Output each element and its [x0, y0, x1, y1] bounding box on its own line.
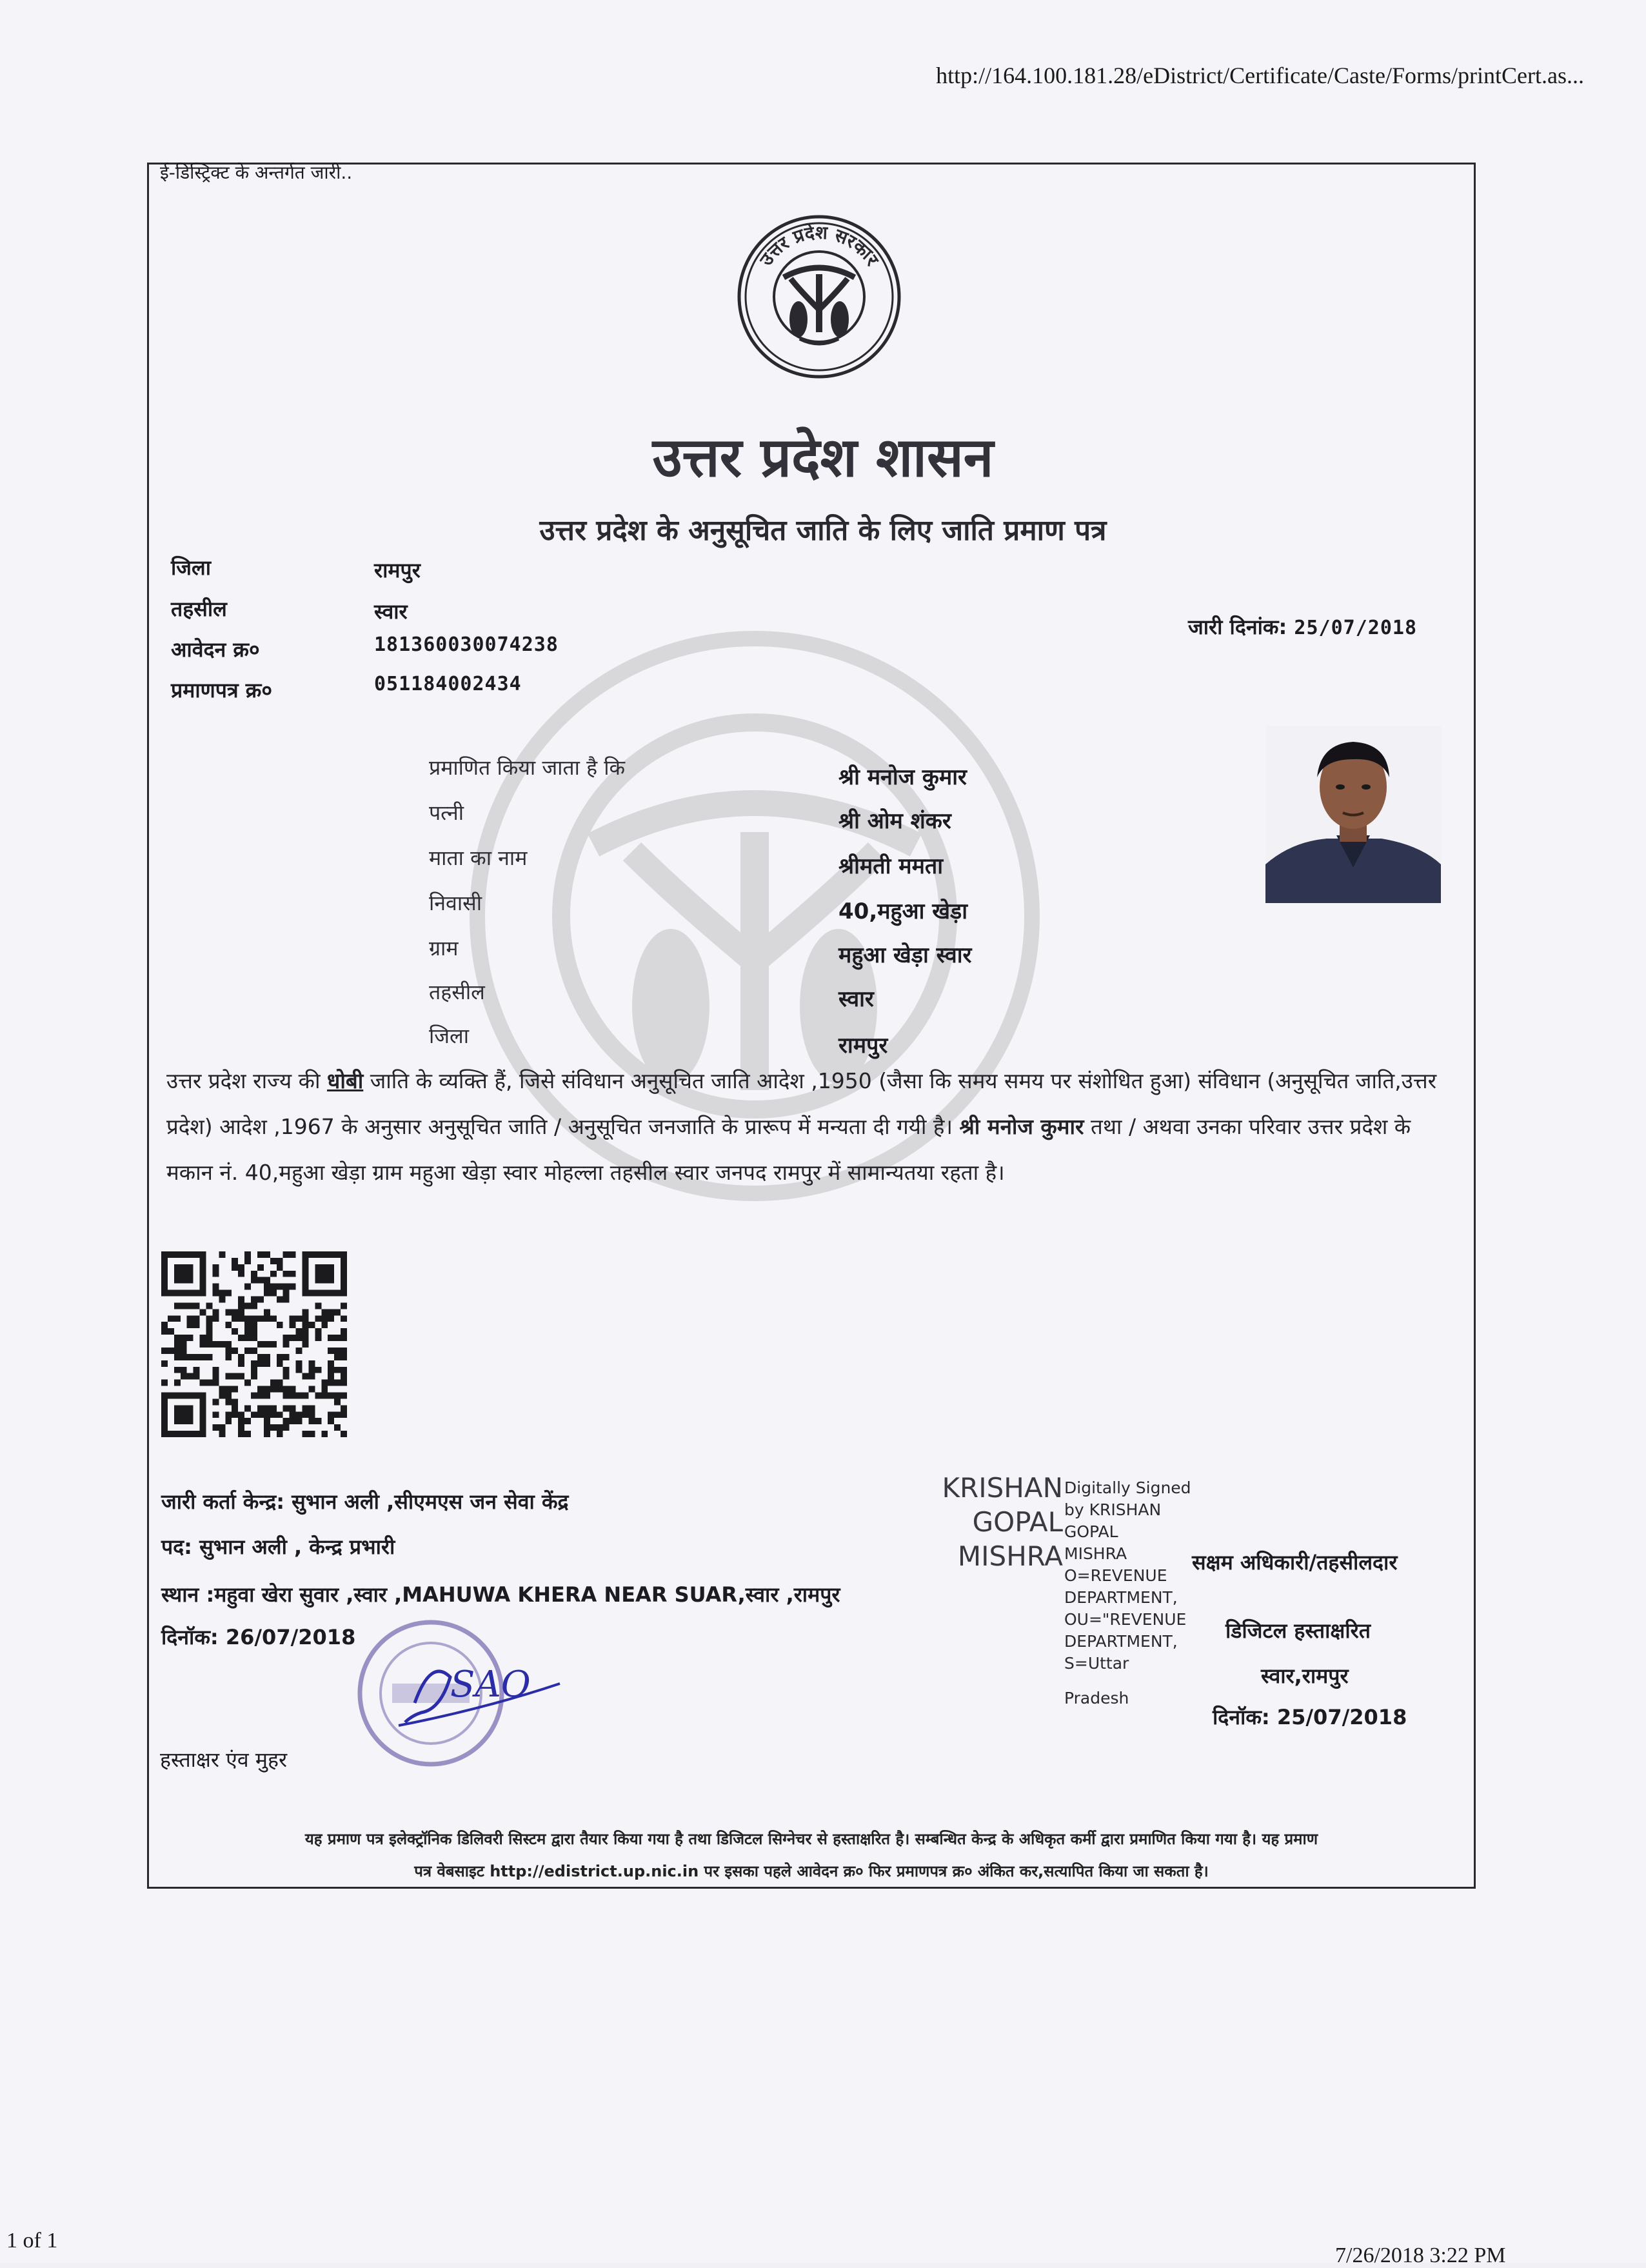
sig-note-line-4: MISHRA — [1064, 1544, 1127, 1563]
certificate-statement — [166, 1058, 1463, 1195]
sig-note-line-1: Digitally Signed — [1064, 1478, 1191, 1497]
competent-authority: सक्षम अधिकारी/तहसीलदार — [1192, 1550, 1398, 1575]
sig-note-line-11: Pradesh — [1064, 1689, 1129, 1707]
issue-date-label: जारी दिनांक: — [1188, 615, 1287, 639]
signer-name-line-1: KRISHAN — [942, 1472, 1063, 1504]
statement-part-2: जाति के व्यक्ति हैं, जिसे संविधान अनुसूचित जाति आदेश ,1950 (जैसा कि समय समय पर संशोधित हुआ) संविधान (अनुसूचित जाति,उत्तर प्रदेश) आदेश ,1967 के अनुसार अनुसूचित जाति / अनुसूचित जनजाति के प्रारूप में मन्यता दी गयी है। — [166, 1068, 1437, 1139]
issuer-post: पद: सुभान अली , केन्द्र प्रभारी — [161, 1535, 395, 1559]
disclaimer-line-2: पत्र वेबसाइट http://edistrict.up.nic.in पर इसका पहले आवेदन क्र० फिर प्रमाणपत्र क्र० अंकित कर,सत्यापित किया जा सकता है। — [414, 1862, 1209, 1880]
village-label: ग्राम — [429, 936, 459, 960]
disclaimer-line-1: यह प्रमाण पत्र इलेक्ट्रॉनिक डिलिवरी सिस्टम द्वारा तैयार किया गया है तथा डिजिटल सिग्नेचर से हस्ताक्षरित है। सम्बन्धित केन्द्र के अधिकृत कर्मी द्वारा प्रमाणित किया गया है। यह प्रमाण — [304, 1830, 1318, 1848]
verification-disclaimer — [160, 1823, 1463, 1887]
page-count: 1 of 1 — [6, 2229, 58, 2253]
applicant-name: श्री मनोज कुमार — [838, 764, 967, 790]
digitally-signed-label: डिजिटल हस्ताक्षरित — [1225, 1618, 1371, 1643]
signature-scribble: SAO — [450, 1664, 531, 1706]
caste-name: धोबी — [327, 1068, 364, 1093]
sig-note-line-7: OU="REVENUE — [1064, 1610, 1187, 1629]
issue-date — [1188, 613, 1417, 641]
sig-note-line-2: by KRISHAN — [1064, 1500, 1162, 1519]
seal-text: उत्तर प्रदेश सरकार — [755, 221, 884, 270]
applicant-photo — [1265, 726, 1441, 903]
statement-applicant-name: श्री मनोज कुमार — [959, 1114, 1084, 1139]
resident-value: 40,महुआ खेड़ा — [838, 899, 968, 924]
issue-date-value: 25/07/2018 — [1294, 617, 1418, 639]
official-stamp-icon — [353, 1606, 566, 1780]
certificate-number-value: 051184002434 — [374, 673, 522, 695]
certificate-subtitle: उत्तर प्रदेश के अनुसूचित जाति के लिए जाति प्रमाण पत्र — [539, 514, 1107, 547]
signer-name-line-3: MISHRA — [957, 1540, 1063, 1572]
signer-name-line-2: GOPAL — [972, 1506, 1063, 1538]
issuer-place: स्थान :महुवा खेरा सुवार ,स्वार ,MAHUWA KHERA NEAR SUAR,स्वार ,रामपुर — [161, 1582, 840, 1607]
certificate-number-label: प्रमाणपत्र क्र० — [171, 678, 272, 702]
person-district-value: रामपुर — [838, 1033, 888, 1059]
village-value: महुआ खेड़ा स्वार — [838, 942, 972, 968]
district-label: जिला — [171, 555, 212, 580]
person-tehsil-label: तहसील — [429, 980, 485, 1004]
print-url-header: http://164.100.181.28/eDistrict/Certificate/Caste/Forms/printCert.as... — [936, 63, 1584, 88]
sig-note-line-9: S=Uttar — [1064, 1654, 1129, 1673]
qr-code — [161, 1251, 347, 1437]
spouse-label: पत्नी — [429, 801, 464, 825]
signature-and-seal-label: हस्ताक्षर एंव मुहर — [160, 1747, 288, 1772]
signing-date: दिनॉक: 25/07/2018 — [1213, 1705, 1407, 1729]
certified-that-label: प्रमाणित किया जाता है कि — [429, 755, 626, 780]
sig-note-line-5: O=REVENUE — [1064, 1566, 1167, 1585]
resident-label: निवासी — [429, 891, 482, 915]
spouse-value: श्री ओम शंकर — [838, 808, 951, 834]
application-number-value: 181360030074238 — [374, 633, 559, 656]
statement-part-1: उत्तर प्रदेश राज्य की — [166, 1068, 328, 1093]
tehsil-label: तहसील — [171, 597, 227, 621]
print-timestamp: 7/26/2018 3:22 PM — [1335, 2243, 1506, 2267]
statement-part-3: तथा / अथवा उनका परिवार उत्तर प्रदेश के मकान नं. 40,महुआ खेड़ा ग्राम महुआ खेड़ा स्वार मोहल्ला तहसील स्वार जनपद रामपुर में सामान्यतया रहता है। — [166, 1114, 1411, 1185]
certificate-title: उत्तर प्रदेश शासन — [652, 426, 994, 489]
sig-note-line-10 — [1064, 1675, 1193, 1687]
digital-signature-details — [1064, 1477, 1193, 1709]
district-value: रामपुर — [374, 558, 421, 582]
person-tehsil-value: स्वार — [838, 986, 874, 1012]
office-place: स्वार,रामपुर — [1261, 1664, 1349, 1688]
mother-name-label: माता का नाम — [429, 846, 528, 870]
sig-note-line-8: DEPARTMENT, — [1064, 1632, 1178, 1651]
sig-note-line-3: GOPAL — [1064, 1522, 1118, 1541]
issuer-date: दिनॉक: 26/07/2018 — [161, 1625, 356, 1649]
digital-signer-name — [934, 1471, 1063, 1573]
tehsil-value: स्वार — [374, 599, 408, 624]
issued-under-text: ई-डिस्ट्रिक्ट के अन्तर्गत जारी.. — [160, 162, 353, 183]
mother-name-value: श्रीमती ममता — [838, 853, 944, 879]
issuing-centre: जारी कर्ता केन्द्र: सुभान अली ,सीएमएस जन सेवा केंद्र — [161, 1489, 569, 1514]
application-number-label: आवेदन क्र० — [171, 637, 260, 662]
up-government-seal-icon — [735, 213, 903, 381]
person-district-label: जिला — [429, 1024, 470, 1048]
sig-note-line-6: DEPARTMENT, — [1064, 1588, 1178, 1607]
